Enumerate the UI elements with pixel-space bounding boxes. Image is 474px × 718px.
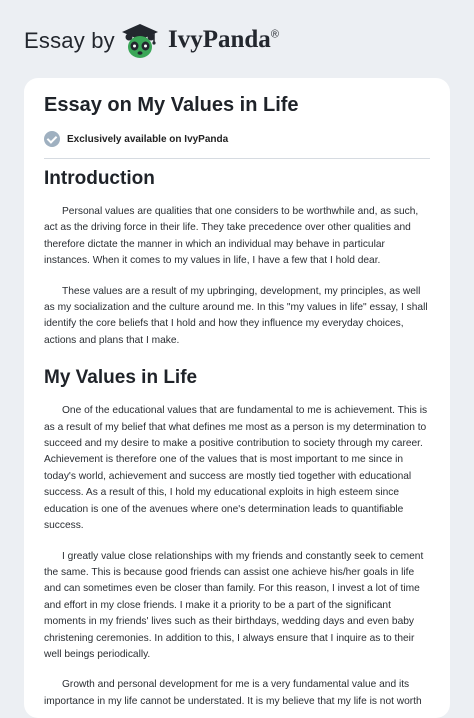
check-circle-icon — [44, 131, 60, 147]
badge-label: Exclusively available on IvyPanda — [67, 133, 229, 145]
paragraph: I greatly value close relationships with my friends and constantly seek to cement the same. This is because good friends can assist one achieve his/her goals in life and can sometimes even be closer than family. For this reason, I invest a lot of time and effort in my close friends. I make it a priority to be a part of the significant moments in my friends' lives such as their birthdays, wedding days and even baby christening ceremonies. In addition to this, I always ensure that I inquire as to their well beings periodically. — [44, 550, 424, 660]
brand-prefix: Essay by — [24, 28, 115, 53]
exclusive-badge — [44, 130, 228, 148]
essay-card — [24, 78, 450, 718]
registered-mark: ® — [270, 28, 279, 41]
paragraph: One of the educational values that are fundamental to me is achievement. This is as a result of my belief that what defines me most as a person is my determination to succeed and my desire to make a positive contribution to society through my career. Achievement is therefore one of the values that is most important to me since in today's world, achievement and success are mostly tied together with educational success. As a result of this, I hold my educational exploits in high esteem since education is one of the avenues where one's determination leads to quantifiable success. — [44, 405, 428, 532]
panda-logo-icon[interactable] — [118, 22, 162, 62]
divider — [44, 158, 430, 159]
paragraph: Growth and personal development for me is a very fundamental value and its importance in my life cannot be understated. It is my believe that my life is not worth — [44, 679, 422, 707]
page-title: Essay on My Values in Life — [44, 94, 299, 116]
brand-name-text: IvyPanda — [168, 26, 271, 53]
section-heading: My Values in Life — [44, 367, 198, 389]
essay-body — [44, 168, 430, 718]
section-heading: Introduction — [44, 168, 155, 189]
paragraph: These values are a result of my upbringing, development, my principles, as well as my socialization and the culture around me. In this "my values in life" essay, I shall identify the core beliefs that I hold and how they influence my everyday choices, actions and plans that I make. — [44, 285, 428, 346]
brand-name[interactable] — [168, 26, 279, 54]
site-header — [0, 0, 474, 80]
paragraph: Personal values are qualities that one considers to be worthwhile and, as such, act as the driving force in their life. They take precedence over other qualities and therefore dictate the manner in which an individual may behave in particular instances. When it comes to my values in life, I have a few that I hold dear. — [44, 206, 419, 267]
